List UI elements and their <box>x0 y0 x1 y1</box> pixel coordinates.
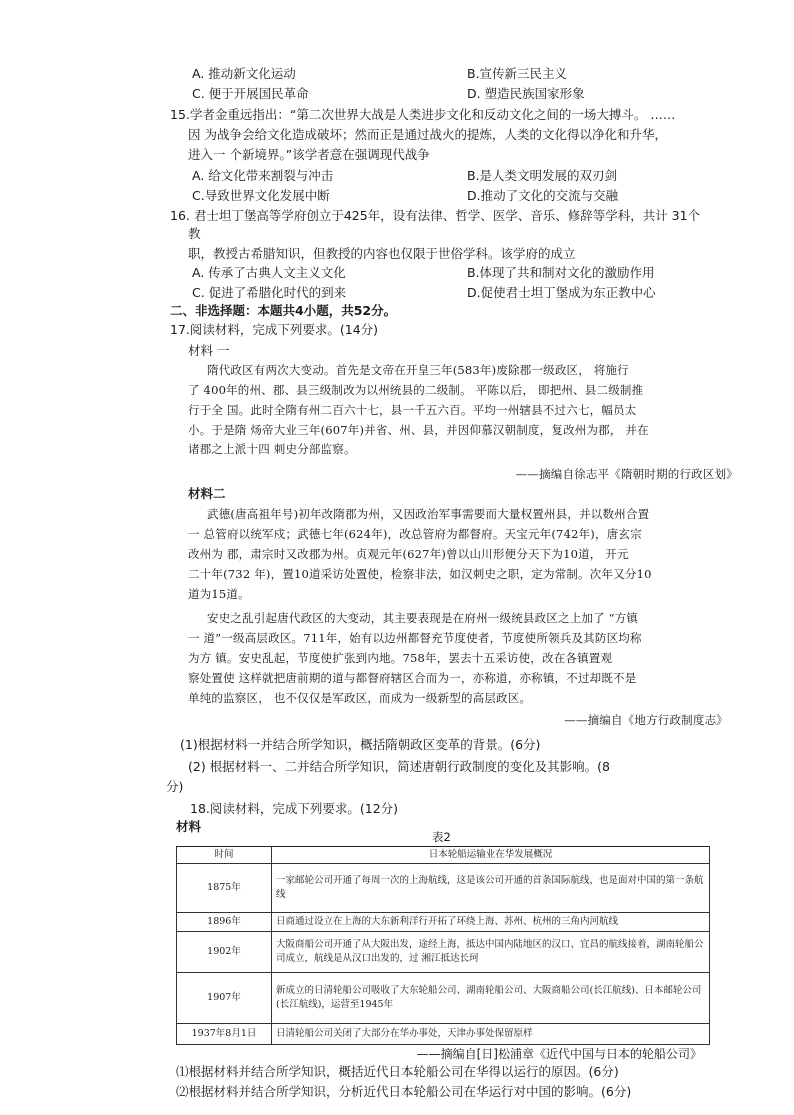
q16-stem-line-2: 教 <box>188 226 201 241</box>
q17-material-1-line: 诸郡之上派十四 刺史分部监察。 <box>188 442 356 456</box>
q17-heading: 17.阅读材料，完成下列要求。(14分) <box>170 322 379 337</box>
q17-material-2-line: 武德(唐高祖年号)初年改隋郡为州，又因政治军事需要而大量权置州县，并以数州合置 <box>207 507 650 521</box>
q17-material-1-line: 行于全 国。此时全隋有州二百六十七，县一千五六百。平均一州辖县不过六七，幅员太 <box>188 403 637 417</box>
section-title: 二、非选择题：本题共4小题，共52分。 <box>170 303 397 318</box>
q16-stem-line-3: 职，教授古希腊知识，但教授的内容也仅限于世俗学科。该学府的成立 <box>188 246 576 261</box>
q18-material-label: 材料 <box>176 819 202 834</box>
q16-option-b: B.体现了共和制对文化的激励作用 <box>467 265 655 280</box>
q16-option-a: A. 传承了古典人文主义文化 <box>192 265 346 280</box>
q15-stem-line-3: 进入一 个新境界。”该学者意在强调现代战争 <box>188 147 430 162</box>
q16-option-c: C. 促进了希腊化时代的到来 <box>192 285 347 300</box>
q17-material-2-title: 材料二 <box>188 486 226 501</box>
q14-option-c: C. 便于开展国民革命 <box>192 86 309 101</box>
table-row <box>177 973 710 1024</box>
q18-subquestion-2: ⑵根据材料并结合所学知识，分析近代日本轮船公司在华运行对中国的影响。(6分) <box>176 1084 632 1099</box>
table-cell-desc: 一家邮轮公司开通了每周一次的上海航线，这是该公司开通的首条国际航线，也是面对中国的第一条航线 <box>272 864 710 913</box>
table-cell-desc: 日商通过设立在上海的大东新利洋行开拓了环绕上海、苏州、杭州的三角内河航线 <box>272 913 710 932</box>
q18-heading: 18.阅读材料，完成下列要求。(12分) <box>190 801 399 816</box>
table-cell-time: 1875年 <box>177 864 272 913</box>
q18-source: ——摘编自[日]松浦章《近代中国与日本的轮船公司》 <box>416 1047 702 1061</box>
table-cell-desc: 大阪商船公司开通了从大阪出发，途经上海，抵达中国内陆地区的汉口、宜昌的航线接着，湖南轮船公司成立，航线是从汉口出发的，过 湘江抵达长珂 <box>272 932 710 973</box>
table-cell-time: 1902年 <box>177 932 272 973</box>
table-header-row <box>177 847 710 864</box>
q17-material-2-line: 为方 镇。安史乱起，节度使扩张到内地。758年，罢去十五采访使，改在各镇置观 <box>188 651 613 665</box>
table-header-time: 时间 <box>177 847 272 864</box>
q17-material-2-line: 一 总管府以统军戍；武德七年(624年)，改总管府为都督府。天宝元年(742年)，唐玄宗 <box>188 527 642 541</box>
q17-material-1-title: 材料 一 <box>188 343 230 358</box>
q17-subquestion-2: (2) 根据材料一、二并结合所学知识，简述唐朝行政制度的变化及其影响。(8 <box>188 759 611 774</box>
q17-material-2-line: 察处置使 这样就把唐前期的道与都督府辖区合而为一，亦称道，亦称镇，不过却既不是 <box>188 671 637 685</box>
q15-option-d: D.推动了文化的交流与交融 <box>467 188 619 203</box>
q14-option-b: B.宣传新三民主义 <box>467 66 568 81</box>
q17-material-1-source: ——摘编自徐志平《隋朝时期的行政区划》 <box>515 467 738 481</box>
q17-material-2-line: 二十年(732 年)，置10道采访处置使，检察非法，如汉刺史之职，定为常制。次年又分10 <box>188 567 652 581</box>
q17-material-2-source: ——摘编自《地方行政制度志》 <box>564 713 728 727</box>
q17-material-1-line: 隋代政区有两次大变动。首先是文帝在开皇三年(583年)废除郡一级政区， 将施行 <box>207 363 629 377</box>
table-cell-desc: 日清轮船公司关闭了大部分在华办事处，天津办事处保留原样 <box>272 1024 710 1045</box>
q17-material-2-line: 一 道”一级高层政区。711年，始有以边州都督充节度使者，节度使所领兵及其防区均称 <box>188 631 642 645</box>
table-row <box>177 932 710 973</box>
q16-stem-line-1: 16. 君士坦丁堡高等学府创立于425年，设有法律、哲学、医学、音乐、修辞等学科，共计 31个 <box>170 208 701 223</box>
q17-material-2-line: 安史之乱引起唐代政区的大变动，其主要表现是在府州一级统县政区之上加了 “方镇 <box>207 611 639 625</box>
table-header-desc: 日本轮船运输业在华发展概况 <box>272 847 710 864</box>
table-cell-time: 1896年 <box>177 913 272 932</box>
q15-option-a: A. 给文化带来割裂与冲击 <box>192 168 334 183</box>
q17-material-2-line: 改州为 郡，肃宗时又改郡为州。贞观元年(627年)曾以山川形便分天下为10道， 开元 <box>188 547 629 561</box>
q15-option-b: B.是人类文明发展的双刃剑 <box>467 168 618 183</box>
q14-option-a: A. 推动新文化运动 <box>192 66 296 81</box>
development-table <box>176 846 710 1045</box>
q15-option-c: C.导致世界文化发展中断 <box>192 188 330 203</box>
q15-stem-line-2: 因 为战争会给文化造成破坏；然而正是通过战火的提炼，人类的文化得以净化和升华， <box>188 127 667 142</box>
q18-subquestion-1: ⑴根据材料并结合所学知识，概括近代日本轮船公司在华得以运行的原因。(6分) <box>176 1064 619 1079</box>
q17-material-1-line: 小。于是隋 炀帝大业三年(607年)并省、州、县，并因仰慕汉朝制度，复改州为郡， 并在 <box>188 423 649 437</box>
table-cell-desc: 新成立的日清轮船公司吸收了大东轮船公司、湖南轮船公司、大阪商船公司(长江航线)、日本邮轮公司(长江航线)，运营至1945年 <box>272 973 710 1024</box>
table-row <box>177 1024 710 1045</box>
q17-material-2-line: 单纯的监察区， 也不仅仅是军政区，而成为一级新型的高层政区。 <box>188 691 532 705</box>
q17-subquestion-2-cont: 分) <box>166 779 184 794</box>
q17-material-1-line: 了 400年的州、郡、县三级制改为以州统县的二级制。 平陈以后， 即把州、县二级制推 <box>188 383 644 397</box>
q17-subquestion-1: (1)根据材料一并结合所学知识，概括隋朝政区变革的背景。(6分) <box>180 737 541 752</box>
table-row <box>177 864 710 913</box>
q17-material-2-line: 道为15道。 <box>188 587 250 601</box>
table-row <box>177 913 710 932</box>
table-cell-time: 1907年 <box>177 973 272 1024</box>
table-caption: 表2 <box>432 830 451 844</box>
q15-stem-line-1: 15.学者金重远指出：“第二次世界大战是人类进步文化和反动文化之间的一场大搏斗。 …… <box>170 107 676 122</box>
table-cell-time: 1937年8月1日 <box>177 1024 272 1045</box>
q16-option-d: D.促使君士坦丁堡成为东正教中心 <box>467 285 656 300</box>
q14-option-d: D. 塑造民族国家形象 <box>467 86 585 101</box>
